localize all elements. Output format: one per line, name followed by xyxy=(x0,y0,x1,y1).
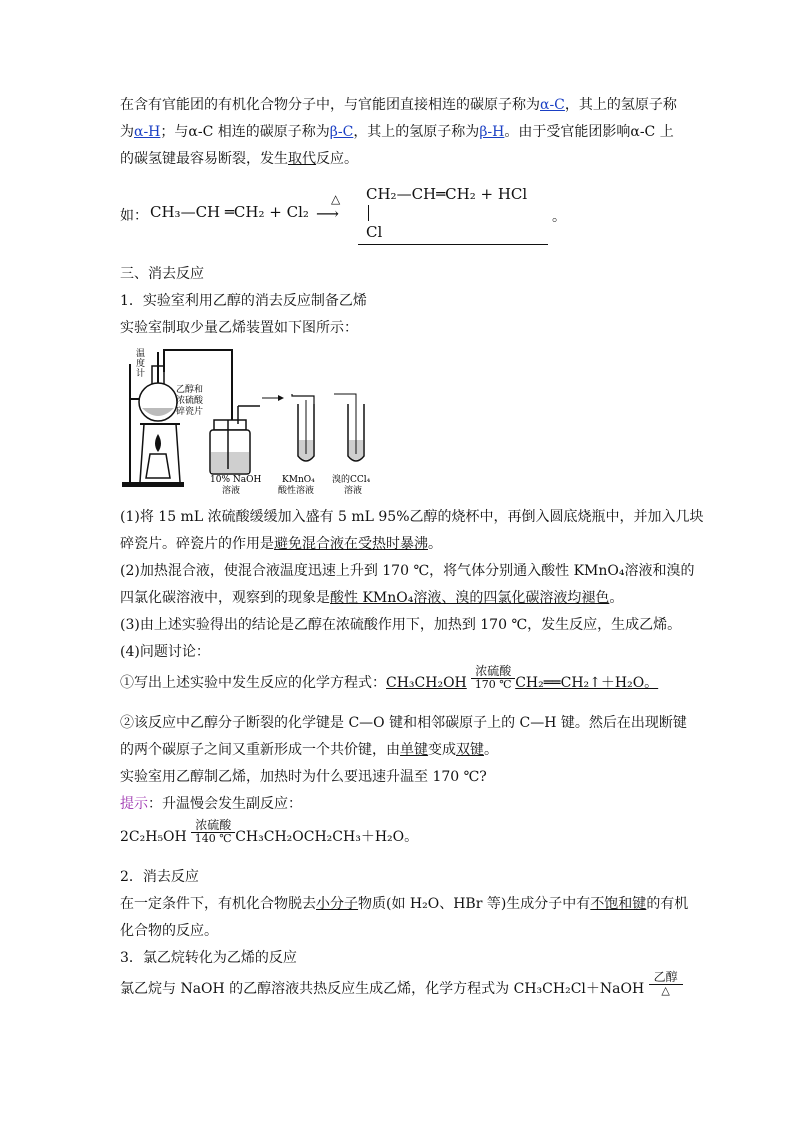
step4: (4)问题讨论： xyxy=(120,644,210,660)
question2-line1: ②该反应中乙醇分子断裂的化学键是 C—O 键和相邻碳原子上的 C—H 键。然后在出现断键 xyxy=(120,715,687,731)
condition-catalyst: 浓硫酸 xyxy=(195,818,232,832)
chloroethane-equation xyxy=(120,970,680,1010)
naoh-label: 10% NaOH xyxy=(210,475,262,485)
example-product: CH₂—CH═CH₂ + HCl xyxy=(366,185,528,203)
equation-product: CH₂══CH₂↑＋H₂O。 xyxy=(515,675,659,691)
question3: 实验室用乙醇制乙烯，加热时为什么要迅速升温至 170 ℃? xyxy=(120,769,487,785)
example-product-cl: Cl xyxy=(366,223,383,241)
flask-label-3: 碎瓷片 xyxy=(176,407,204,417)
subsection-heading: 1．实验室利用乙醇的消去反应制备乙烯 xyxy=(120,293,367,309)
answer-boiling-chips: 避免混合液在受热时暴沸 xyxy=(274,536,428,552)
text: ：升温慢会发生副反应： xyxy=(148,796,302,812)
answer-alpha-c: α-C xyxy=(540,97,565,113)
step3: (3)由上述实验得出的结论是乙醇在浓硫酸作用下，加热到 170 ℃，发生反应，生成乙烯。 xyxy=(120,617,682,633)
condition-catalyst: 浓硫酸 xyxy=(475,664,512,678)
text: ①写出上述实验中发生反应的化学方程式： xyxy=(120,675,386,691)
text: 。 xyxy=(428,536,442,552)
para1-line2 xyxy=(120,121,680,143)
step1-line1: (1)将 15 mL 浓硫酸缓缓加入盛有 5 mL 95%乙醇的烧杯中，再倒入圆底烧瓶中，并加入几块 xyxy=(120,509,704,525)
question2-line2 xyxy=(120,739,680,761)
reaction-condition xyxy=(191,819,235,845)
condition-solvent: 乙醇 xyxy=(653,970,678,984)
text: 四氯化碳溶液中，观察到的现象是 xyxy=(120,590,330,606)
answer-substitution: 取代 xyxy=(288,151,316,167)
tripod-leg xyxy=(140,424,144,482)
subsection-heading: 3．氯乙烷转化为乙烯的反应 xyxy=(120,950,297,966)
question1 xyxy=(120,664,680,704)
text: 反应。 xyxy=(316,151,358,167)
answer-small-molecule: 小分子 xyxy=(316,896,358,912)
answer-single-bond: 单键 xyxy=(400,742,428,758)
text: 。 xyxy=(484,742,498,758)
text: ；与α-C 相连的碳原子称为 xyxy=(160,124,330,140)
answer-decolorize: 酸性 KMnO₄溶液、溴的四氯化碳溶液均褪色 xyxy=(330,590,610,606)
subsection-heading: 2．消去反应 xyxy=(120,869,199,885)
example-reactants: CH₃—CH ═CH₂ + Cl₂ xyxy=(150,203,309,221)
example-prefix: 如： xyxy=(120,208,148,224)
example-end: 。 xyxy=(552,209,566,225)
step2-line2 xyxy=(120,587,680,609)
bromine-label-2: 溶液 xyxy=(344,486,363,496)
bromine-label: 溴的CCl₄ xyxy=(332,475,371,485)
answer-beta-h: β-H xyxy=(479,124,505,140)
equation-reactant: 2C₂H₅OH xyxy=(120,829,187,845)
naoh-label-2: 溶液 xyxy=(222,486,241,496)
answer-double-bond: 双键 xyxy=(456,742,484,758)
kmno4-label-2: 酸性溶液 xyxy=(278,486,315,496)
answer-unsaturated-bond: 不饱和键 xyxy=(590,896,647,912)
hint xyxy=(120,793,680,815)
reaction-condition xyxy=(649,971,683,997)
answer-beta-c: β-C xyxy=(329,124,354,140)
condition-temperature: 170 ℃ xyxy=(474,678,512,691)
flame xyxy=(155,434,161,452)
example-baseline xyxy=(358,244,548,245)
bottle-cap xyxy=(214,420,246,430)
kmno4-label: KMnO₄ xyxy=(282,475,315,485)
example-bond-line xyxy=(368,205,369,221)
text: 在一定条件下，有机化合物脱去 xyxy=(120,896,316,912)
example-arrow: ⟶ xyxy=(316,204,339,223)
condition-heat: △ xyxy=(661,984,670,997)
text: 的碳氢键最容易断裂，发生 xyxy=(120,151,288,167)
text: 的有机 xyxy=(646,896,689,912)
flask-label-1: 乙醇和 xyxy=(176,385,204,395)
para1-line3 xyxy=(120,148,680,170)
alcohol-lamp xyxy=(146,454,170,478)
hint-label: 提示 xyxy=(120,796,148,812)
equation-reactant: CH₃CH₂OH xyxy=(386,675,467,691)
reaction-condition xyxy=(471,665,515,691)
side-reaction-equation xyxy=(120,818,680,858)
text: 氯乙烷与 NaOH 的乙醇溶液共热反应生成乙烯，化学方程式为 CH₃CH₂Cl＋NaOH xyxy=(120,981,645,997)
thermometer-label-1: 温 xyxy=(136,349,146,359)
step2-line1: (2)加热混合液，使混合液温度迅速上升到 170 ℃，将气体分别通入酸性 KMnO₄溶液和溴的 xyxy=(120,563,695,579)
apparatus-figure xyxy=(120,344,392,498)
text: 碎瓷片。碎瓷片的作用是 xyxy=(120,536,274,552)
condition-temperature: 140 ℃ xyxy=(194,832,232,845)
text: 。由于受官能团影响α-C 上 xyxy=(504,124,674,140)
thermometer-label-3: 计 xyxy=(136,369,146,379)
thermometer-label-2: 度 xyxy=(136,359,146,369)
flow-arrow-head xyxy=(278,395,284,401)
text: 物质(如 H₂O、HBr 等)生成分子中有 xyxy=(358,896,591,912)
definition-line1 xyxy=(120,893,689,915)
stand-base xyxy=(122,482,184,487)
para1-line1 xyxy=(120,94,680,116)
equation-product: CH₃CH₂OCH₂CH₃＋H₂O。 xyxy=(235,829,419,845)
text: ，其上的氢原子称为 xyxy=(353,124,480,140)
text: 为 xyxy=(120,124,134,140)
text: ，其上的氢原子称 xyxy=(564,97,677,113)
naoh-solution xyxy=(211,452,249,473)
definition-line2: 化合物的反应。 xyxy=(120,923,218,939)
section-heading: 三、消去反应 xyxy=(120,266,204,282)
flask-label-2: 浓硫酸 xyxy=(176,396,204,406)
example-equation xyxy=(120,178,600,250)
figure-intro: 实验室制取少量乙烯装置如下图所示： xyxy=(120,320,358,336)
example-condition: △ xyxy=(331,192,341,206)
text: 的两个碳原子之间又重新形成一个共价键，由 xyxy=(120,742,400,758)
tripod-leg xyxy=(176,424,180,482)
text: 变成 xyxy=(428,742,456,758)
text: 。 xyxy=(609,590,624,606)
text: 在含有官能团的有机化合物分子中，与官能团直接相连的碳原子称为 xyxy=(120,97,540,113)
step1-line2 xyxy=(120,533,680,555)
tube-connector xyxy=(292,394,314,404)
answer-alpha-h: α-H xyxy=(134,124,161,140)
